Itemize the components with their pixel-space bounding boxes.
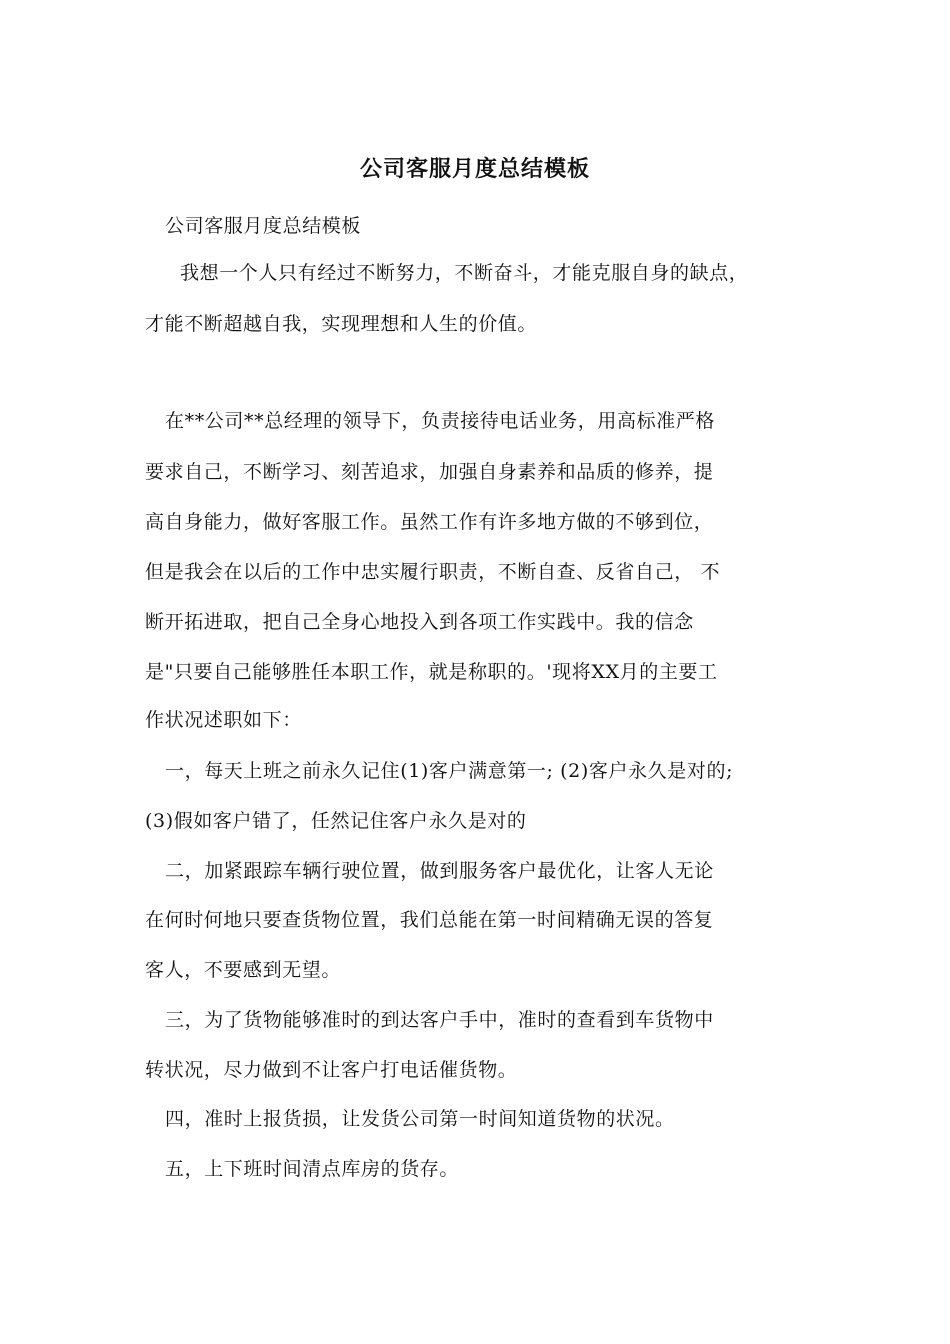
paragraph-line: 是"只要自己能够胜任本职工作，就是称职的。'现将XX月的主要工 xyxy=(145,661,718,683)
list-item-line: 四，准时上报货损，让发货公司第一时间知道货物的状况。 xyxy=(165,1108,675,1130)
list-item-line: 三，为了货物能够准时的到达客户手中，准时的查看到车货物中 xyxy=(165,1009,714,1031)
list-item-line: 五，上下班时间清点库房的货存。 xyxy=(165,1158,460,1180)
paragraph-line: 才能不断超越自我，实现理想和人生的价值。 xyxy=(145,313,538,335)
list-item-line: 转状况，尽力做到不让客户打电话催货物。 xyxy=(145,1059,518,1081)
paragraph-line: 断开拓进取，把自己全身心地投入到各项工作实践中。我的信念 xyxy=(145,611,694,633)
list-item-line: 一，每天上班之前永久记住(1)客户满意第一; (2)客户永久是对的; xyxy=(165,760,734,782)
paragraph-line: 高自身能力，做好客服工作。虽然工作有许多地方做的不够到位， xyxy=(145,511,714,533)
paragraph-line: 但是我会在以后的工作中忠实履行职责，不断自查、反省自己， 不 xyxy=(145,561,721,583)
paragraph-line: 作状况述职如下： xyxy=(145,709,302,731)
list-item-line: 客人，不要感到无望。 xyxy=(145,959,342,981)
list-item-line: 在何时何地只要查货物位置，我们总能在第一时间精确无误的答复 xyxy=(145,909,714,931)
paragraph-line: 要求自己，不断学习、刻苦追求，加强自身素养和品质的修养，提 xyxy=(145,461,714,483)
paragraph-line: 在**公司**总经理的领导下，负责接待电话业务，用高标准严格 xyxy=(165,410,716,432)
document-title: 公司客服月度总结模板 xyxy=(359,156,590,182)
list-item-line: 二，加紧跟踪车辆行驶位置，做到服务客户最优化，让客人无论 xyxy=(165,860,714,882)
subtitle-line: 公司客服月度总结模板 xyxy=(165,215,362,237)
paragraph-line: 我想一个人只有经过不断努力，不断奋斗，才能克服自身的缺点， xyxy=(180,262,749,284)
list-item-line: (3)假如客户错了，任然记住客户永久是对的 xyxy=(145,810,527,832)
